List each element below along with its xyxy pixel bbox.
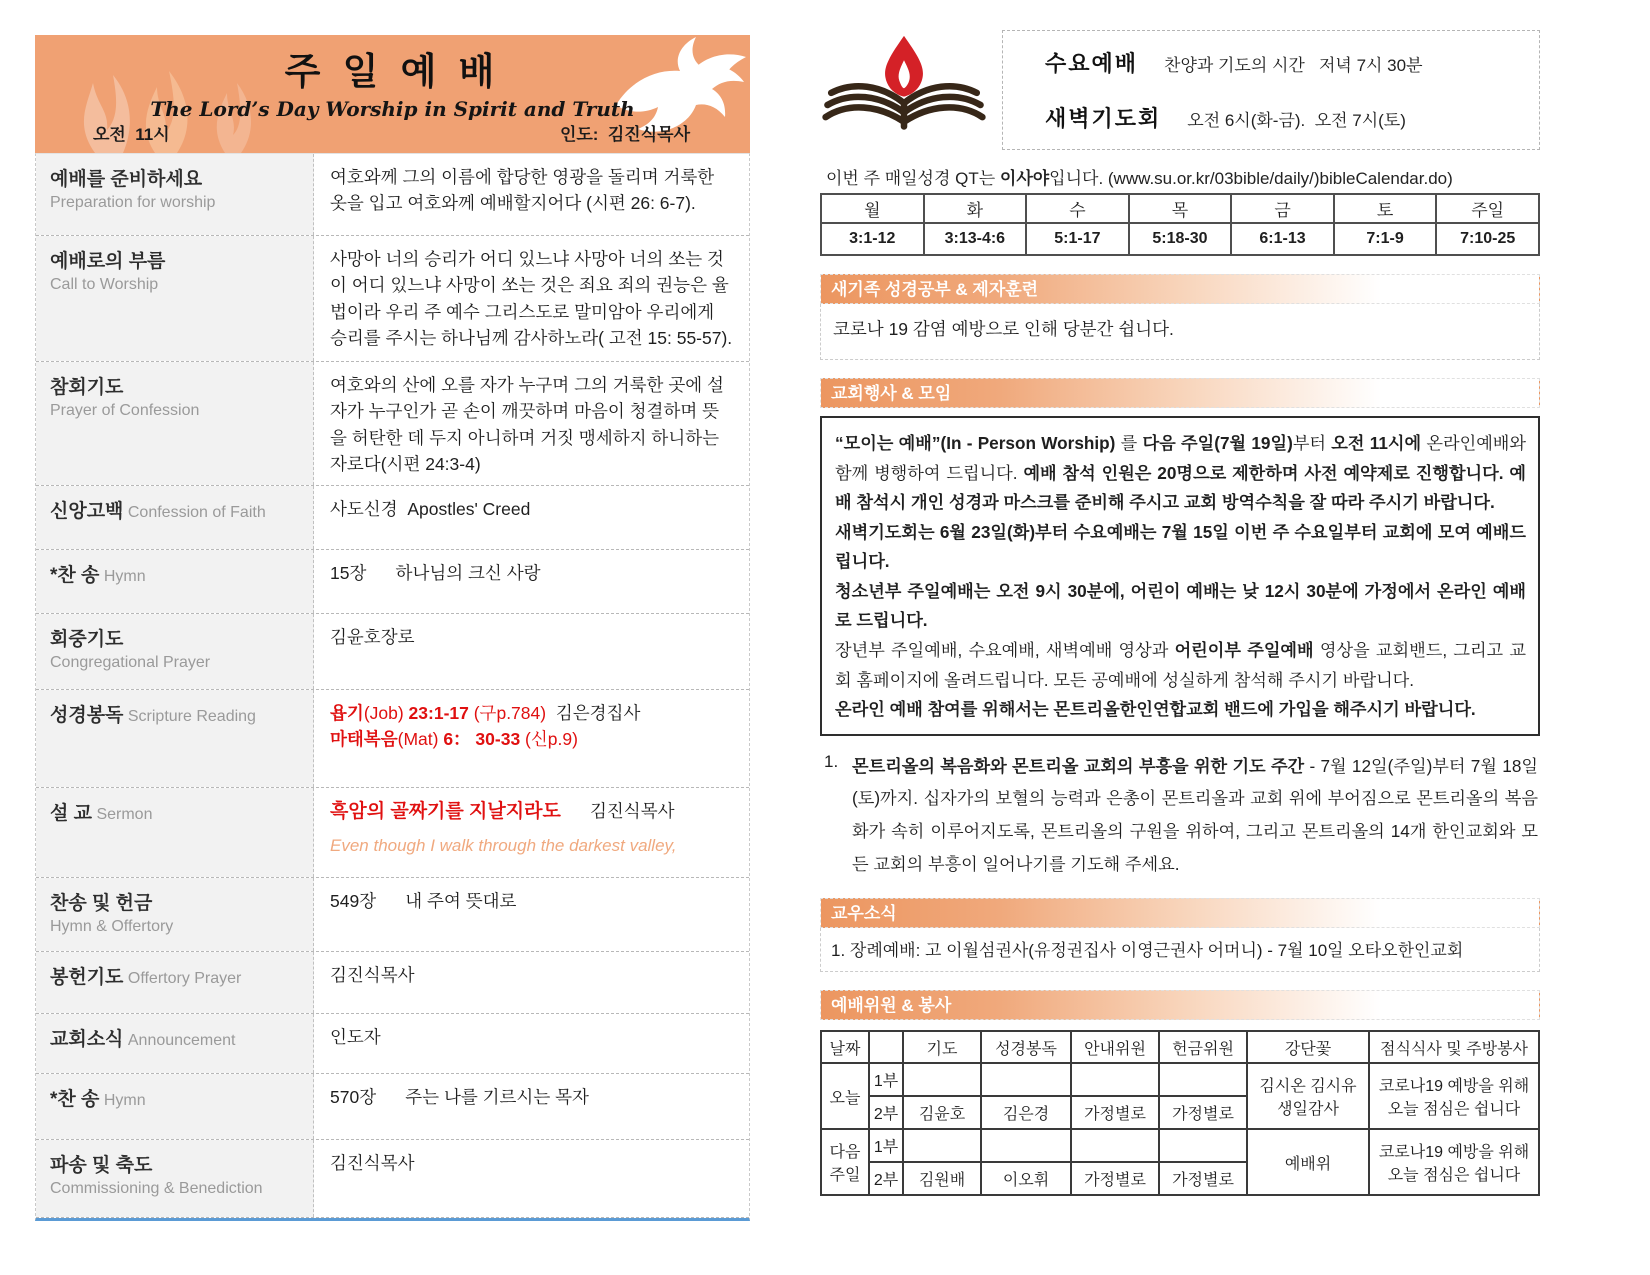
servers-header-cell: 점식식사 및 주방봉사 bbox=[1369, 1031, 1539, 1063]
left-page bbox=[35, 35, 750, 1221]
service-item-label-ko: 성경봉독 bbox=[50, 705, 124, 726]
service-item-label-en: Preparation for worship bbox=[50, 194, 216, 211]
service-item-label bbox=[36, 1014, 314, 1073]
service-item-content bbox=[314, 614, 749, 689]
calendar-reading-cell: 7:10-25 bbox=[1436, 223, 1539, 255]
text-segment: 몬트리올의 복음화와 몬트리올 교회의 부흥을 위한 기도 주간 bbox=[852, 755, 1305, 776]
text-segment: (구p.784) bbox=[473, 703, 547, 723]
text-segment: 를 bbox=[1115, 433, 1143, 453]
text-segment: 흑암의 골짜기를 지날지라도 bbox=[330, 801, 561, 822]
calendar-reading-cell: 6:1-13 bbox=[1231, 223, 1334, 255]
wednesday-service bbox=[1045, 47, 1533, 78]
service-item-label-ko: 설 교 bbox=[50, 803, 92, 824]
service-item-label bbox=[36, 690, 314, 787]
daily-bible-calendar bbox=[820, 193, 1540, 256]
servers-cell bbox=[981, 1063, 1071, 1096]
service-content-line bbox=[330, 726, 735, 752]
prayer-item-text bbox=[852, 750, 1540, 881]
servers-cell bbox=[903, 1129, 981, 1162]
service-item-label-en: Scripture Reading bbox=[123, 708, 256, 725]
service-item-label-ko: 참회기도 bbox=[50, 377, 124, 398]
service-item-label-en: Announcement bbox=[123, 1032, 236, 1049]
calendar-day-header: 월 bbox=[821, 194, 924, 223]
servers-cell: 가정별로 bbox=[1159, 1162, 1247, 1195]
service-item-label bbox=[36, 878, 314, 951]
servers-header-cell: 안내위원 bbox=[1071, 1031, 1159, 1063]
text-segment: 김진식목사 bbox=[330, 1153, 415, 1173]
wednesday-service-title: 수요예배 bbox=[1045, 51, 1139, 76]
service-item-label bbox=[36, 154, 314, 235]
service-row bbox=[36, 952, 749, 1014]
service-item-label-en: Commissioning & Benediction bbox=[50, 1180, 263, 1197]
service-item-label-ko: 예배를 준비하세요 bbox=[50, 169, 203, 190]
service-item-content bbox=[314, 1014, 749, 1073]
member-news-item: 1. 장례예배: 고 이월섬권사(유정권집사 이영근권사 어머니) - 7월 10일 오타오한인교회 bbox=[820, 928, 1540, 972]
service-item-label bbox=[36, 486, 314, 549]
text-segment: (Mat) bbox=[397, 729, 444, 750]
text-segment: - 7월 12일(주일)부터 7월 18일(토)까지. 십자가의 보혈의 능력과 은총이 몬트리올과 교회 위에 부어짐으로 몬트리올의 복음화가 속히 이루어지도록, 몬트리올의 구원을 위하여, 그리고 몬트리올의 14개 한인교회와 모든 교회의 부흥이 일어나기를 기도해 주세요. bbox=[852, 755, 1538, 874]
service-row bbox=[36, 1014, 749, 1074]
service-times-box bbox=[1002, 30, 1540, 150]
text-segment: 장년부 주일예배, 수요예배, 새벽예배 영상과 bbox=[835, 640, 1175, 661]
text-segment: 청소년부 주일예배는 오전 9시 30분에, 어린이 예배는 낮 12시 30분에 가정에서 온라인 예배로 드립니다. bbox=[835, 580, 1526, 631]
events-announcement-box bbox=[820, 416, 1540, 736]
service-row bbox=[36, 690, 749, 788]
servers-header-cell: 헌금위원 bbox=[1159, 1031, 1247, 1063]
servers-cell: 김원배 bbox=[903, 1162, 981, 1195]
calendar-header-row bbox=[821, 194, 1539, 223]
text-segment: 23:1-17 bbox=[408, 703, 474, 723]
servers-header-cell: 기도 bbox=[903, 1031, 981, 1063]
service-item-content bbox=[314, 1074, 749, 1139]
text-segment: 영상을 교회밴드, 그리고 교회 홈페이지에 올려드립니다. 모든 공예배에 성실하게 참석해 주시기 바랍니다. bbox=[835, 640, 1526, 690]
text-segment: 다음 주일(7월 19일) bbox=[1142, 433, 1293, 453]
servers-header-cell bbox=[869, 1031, 903, 1063]
text-segment: (Job) bbox=[363, 703, 409, 723]
service-item-label-ko: *찬 송 bbox=[50, 1089, 100, 1110]
service-item-label-en: Call to Worship bbox=[50, 276, 159, 293]
servers-cell bbox=[1071, 1129, 1159, 1162]
service-item-content bbox=[314, 154, 749, 235]
servers-cell: 가정별로 bbox=[1071, 1162, 1159, 1195]
service-item-label bbox=[36, 236, 314, 361]
servers-cell: 가정별로 bbox=[1159, 1096, 1247, 1129]
service-item-label bbox=[36, 1074, 314, 1139]
service-item-label bbox=[36, 614, 314, 689]
service-item-label-ko: 회중기도 bbox=[50, 629, 124, 650]
service-item-label-en: Offertory Prayer bbox=[123, 970, 242, 987]
calendar-reading-cell: 5:18-30 bbox=[1129, 223, 1232, 255]
service-content-line bbox=[330, 624, 735, 650]
service-item-label bbox=[36, 788, 314, 877]
text-segment: 사망아 너의 승리가 어디 있느냐 사망아 너의 쏘는 것이 어디 있느냐 사망이 쏘는 것은 죄요 죄의 권능은 율법이라 우리 주 예수 그리스도로 말미암아 우리에게 승리를 주시는 하나님께 감사하노라( 고전 15: 55-57). bbox=[330, 249, 733, 348]
servers-cell: 김은경 bbox=[981, 1096, 1071, 1129]
calendar-readings-row bbox=[821, 223, 1539, 255]
servers-table bbox=[820, 1030, 1540, 1196]
servers-row bbox=[821, 1063, 1539, 1096]
service-content-line bbox=[330, 888, 735, 914]
text-segment: 김윤호장로 bbox=[330, 627, 415, 647]
service-row bbox=[36, 614, 749, 690]
servers-part-cell: 2부 bbox=[869, 1162, 903, 1195]
servers-header-cell: 성경봉독 bbox=[981, 1031, 1071, 1063]
events-paragraph bbox=[835, 577, 1526, 636]
service-item-label-en: Prayer of Confession bbox=[50, 402, 200, 419]
servers-part-cell: 1부 bbox=[869, 1129, 903, 1162]
service-item-label bbox=[36, 1140, 314, 1217]
calendar-reading-cell: 5:1-17 bbox=[1026, 223, 1129, 255]
text-segment: 549장 내 주여 뜻대로 bbox=[330, 891, 517, 911]
text-segment: 오전 11시에 bbox=[1331, 433, 1422, 453]
page-title: 주 일 예 배 bbox=[284, 51, 501, 92]
service-item-label-en: Sermon bbox=[92, 806, 153, 823]
servers-cell: 김윤호 bbox=[903, 1096, 981, 1129]
text-segment: 온라인예배와 함께 병행하여 드립니다. bbox=[835, 433, 1527, 483]
service-item-label bbox=[36, 362, 314, 485]
servers-part-cell: 2부 bbox=[869, 1096, 903, 1129]
servers-cell bbox=[1071, 1063, 1159, 1096]
servers-cell bbox=[1159, 1129, 1247, 1162]
dawn-prayer-title: 새벽기도회 bbox=[1045, 106, 1162, 131]
text-segment: 김진식목사 bbox=[560, 801, 675, 821]
service-item-label-ko: *찬 송 bbox=[50, 565, 100, 586]
calendar-day-header: 수 bbox=[1026, 194, 1129, 223]
prayer-week-item bbox=[824, 750, 1540, 881]
text-segment: 입니다. (www.su.or.kr/03bible/daily/)bibleCalendar.do) bbox=[1049, 169, 1453, 188]
text-segment: 사도신경 Apostles' Creed bbox=[330, 499, 531, 519]
service-row bbox=[36, 154, 749, 236]
service-content-line bbox=[330, 962, 735, 988]
text-segment: 어린이부 주일예배 bbox=[1174, 640, 1314, 661]
service-content-line bbox=[330, 164, 735, 217]
service-content-line bbox=[330, 560, 735, 586]
text-segment: 인도자 bbox=[330, 1027, 381, 1047]
servers-date-cell: 다음 주일 bbox=[821, 1129, 869, 1195]
service-item-content bbox=[314, 878, 749, 951]
service-item-content bbox=[314, 236, 749, 361]
service-row bbox=[36, 788, 749, 878]
text-segment: 6： 30-33 bbox=[443, 729, 526, 750]
section-news-title: 교우소식 bbox=[820, 898, 1540, 928]
dawn-prayer-time: 오전 6시(화-금). 오전 7시(토) bbox=[1187, 111, 1406, 130]
servers-part-cell: 1부 bbox=[869, 1063, 903, 1096]
servers-flower-cell: 예배위 bbox=[1247, 1129, 1369, 1195]
qt-announcement bbox=[826, 164, 1540, 189]
text-segment: 욥기 bbox=[330, 703, 364, 723]
order-of-worship bbox=[35, 153, 750, 1221]
service-leader: 인도: 김진식목사 bbox=[559, 125, 690, 144]
service-content-line bbox=[330, 798, 735, 827]
service-item-label-ko: 신앙고백 bbox=[50, 501, 124, 522]
text-segment: 여호와의 산에 오를 자가 누구며 그의 거룩한 곳에 설 자가 누구인가 곧 손이 깨끗하며 마음이 청결하며 뜻을 허탄한 데 두지 아니하며 거짓 맹세하지 하니하는 자로다(시편 24:3-4) bbox=[330, 375, 729, 474]
text-segment: 여호와께 그의 이름에 합당한 영광을 돌리며 거룩한 옷을 입고 여호와께 예배할지어다 (시편 26: 6-7). bbox=[330, 167, 720, 214]
servers-cell: 가정별로 bbox=[1071, 1096, 1159, 1129]
service-row bbox=[36, 486, 749, 550]
calendar-reading-cell: 7:1-9 bbox=[1334, 223, 1437, 255]
service-content-line bbox=[330, 1024, 735, 1050]
service-content-line bbox=[330, 1150, 735, 1176]
service-content-line bbox=[330, 1084, 735, 1110]
servers-date-cell: 오늘 bbox=[821, 1063, 869, 1129]
calendar-reading-cell: 3:13-4:6 bbox=[924, 223, 1027, 255]
right-page bbox=[820, 30, 1540, 1196]
text-segment: 15장 하나님의 크신 사랑 bbox=[330, 563, 541, 583]
service-time: 오전 11시 bbox=[93, 125, 170, 144]
prayer-item-number: 1. bbox=[824, 751, 839, 771]
text-segment: 마태복음 bbox=[330, 729, 398, 750]
service-item-label-en: Hymn bbox=[99, 568, 146, 585]
servers-cell bbox=[1159, 1063, 1247, 1096]
servers-cell: 이오휘 bbox=[981, 1162, 1071, 1195]
calendar-day-header: 주일 bbox=[1436, 194, 1539, 223]
service-row bbox=[36, 1074, 749, 1140]
service-item-label-en: Confession of Faith bbox=[123, 504, 266, 521]
text-segment: 온라인 예배 참여를 위해서는 몬트리올한인연합교회 밴드에 가입을 해주시기 바랍니다. bbox=[835, 699, 1476, 720]
servers-header-cell: 강단꽃 bbox=[1247, 1031, 1369, 1063]
calendar-reading-cell: 3:1-12 bbox=[821, 223, 924, 255]
service-item-label bbox=[36, 952, 314, 1013]
service-item-label-en: Hymn bbox=[99, 1092, 146, 1109]
service-item-content bbox=[314, 550, 749, 613]
wednesday-service-time: 찬양과 기도의 시간 저녁 7시 30분 bbox=[1164, 56, 1423, 75]
servers-cell bbox=[903, 1063, 981, 1096]
text-segment: 새벽기도회는 6월 23일(화)부터 수요예배는 7월 15일 이번 주 수요일부터 교회에 모여 예배드립니다. bbox=[835, 521, 1526, 572]
events-paragraph bbox=[835, 636, 1526, 695]
events-paragraph bbox=[835, 429, 1526, 518]
section-events-title: 교회행사 & 모임 bbox=[820, 378, 1540, 408]
text-segment: 김진식목사 bbox=[330, 965, 415, 985]
text-segment: 이사야 bbox=[999, 169, 1050, 188]
text-segment: 570장 주는 나를 기르시는 목자 bbox=[330, 1087, 589, 1107]
text-segment: “모이는 예배”(In - Person Worship) bbox=[835, 433, 1116, 453]
service-row bbox=[36, 550, 749, 614]
events-paragraph bbox=[835, 518, 1526, 577]
service-item-content bbox=[314, 690, 749, 787]
text-segment: 이번 주 매일성경 QT는 bbox=[826, 169, 1000, 188]
service-item-label-ko: 예배로의 부름 bbox=[50, 251, 166, 272]
service-row bbox=[36, 362, 749, 486]
calendar-day-header: 토 bbox=[1334, 194, 1437, 223]
service-meta bbox=[35, 120, 750, 145]
calendar-day-header: 화 bbox=[924, 194, 1027, 223]
servers-header-cell: 날짜 bbox=[821, 1031, 869, 1063]
text-segment: 예배 참석 인원은 20명으로 제한하며 사전 예약제로 진행합니다. 예배 참석시 개인 성경과 마스크를 준비해 주시고 교회 방역수칙을 잘 따라 주시기 바랍니다. bbox=[835, 462, 1526, 513]
service-row bbox=[36, 236, 749, 362]
servers-header-row bbox=[821, 1031, 1539, 1063]
servers-meal-cell: 코로나19 예방을 위해 오늘 점심은 쉽니다 bbox=[1369, 1063, 1539, 1129]
section-newfamily-title: 새기족 성경공부 & 제자훈련 bbox=[820, 274, 1540, 304]
text-segment: 부터 bbox=[1292, 433, 1332, 453]
calendar-day-header: 목 bbox=[1129, 194, 1232, 223]
service-item-label-ko: 파송 및 축도 bbox=[50, 1155, 153, 1176]
servers-meal-cell: 코로나19 예방을 위해 오늘 점심은 쉽니다 bbox=[1369, 1129, 1539, 1195]
section-newfamily-body: 코로나 19 감염 예방으로 인해 당분간 쉽니다. bbox=[820, 304, 1540, 360]
service-content-line bbox=[330, 833, 735, 859]
service-item-content bbox=[314, 486, 749, 549]
service-item-content bbox=[314, 362, 749, 485]
service-content-line bbox=[330, 372, 735, 477]
service-item-label-en: Hymn & Offertory bbox=[50, 918, 174, 935]
service-item-content bbox=[314, 1140, 749, 1217]
book-and-flame-logo bbox=[820, 30, 988, 152]
service-content-line bbox=[330, 700, 735, 726]
text-segment: Even though I walk through the darkest valley, bbox=[330, 835, 677, 855]
servers-flower-cell: 김시온 김시유 생일감사 bbox=[1247, 1063, 1369, 1129]
service-content-line bbox=[330, 246, 735, 351]
dawn-prayer bbox=[1045, 102, 1533, 133]
text-segment: (신p.9) bbox=[525, 729, 578, 750]
service-item-content bbox=[314, 788, 749, 877]
calendar-day-header: 금 bbox=[1231, 194, 1334, 223]
right-header bbox=[820, 30, 1540, 152]
service-item-label-ko: 봉헌기도 bbox=[50, 967, 124, 988]
service-row bbox=[36, 1140, 749, 1218]
page-subtitle: The Lord’s Day Worship in Spirit and Truth bbox=[150, 97, 635, 121]
service-item-content bbox=[314, 952, 749, 1013]
service-item-label bbox=[36, 550, 314, 613]
section-servers-title: 예배위원 & 봉사 bbox=[820, 990, 1540, 1020]
service-content-line bbox=[330, 496, 735, 522]
events-paragraph bbox=[835, 695, 1526, 725]
servers-cell bbox=[981, 1129, 1071, 1162]
service-item-label-ko: 교회소식 bbox=[50, 1029, 124, 1050]
service-item-label-en: Congregational Prayer bbox=[50, 654, 211, 671]
servers-row bbox=[821, 1129, 1539, 1162]
service-row bbox=[36, 878, 749, 952]
text-segment: 김은경집사 bbox=[546, 703, 641, 723]
service-item-label-ko: 찬송 및 헌금 bbox=[50, 893, 153, 914]
worship-header-banner bbox=[35, 35, 750, 153]
